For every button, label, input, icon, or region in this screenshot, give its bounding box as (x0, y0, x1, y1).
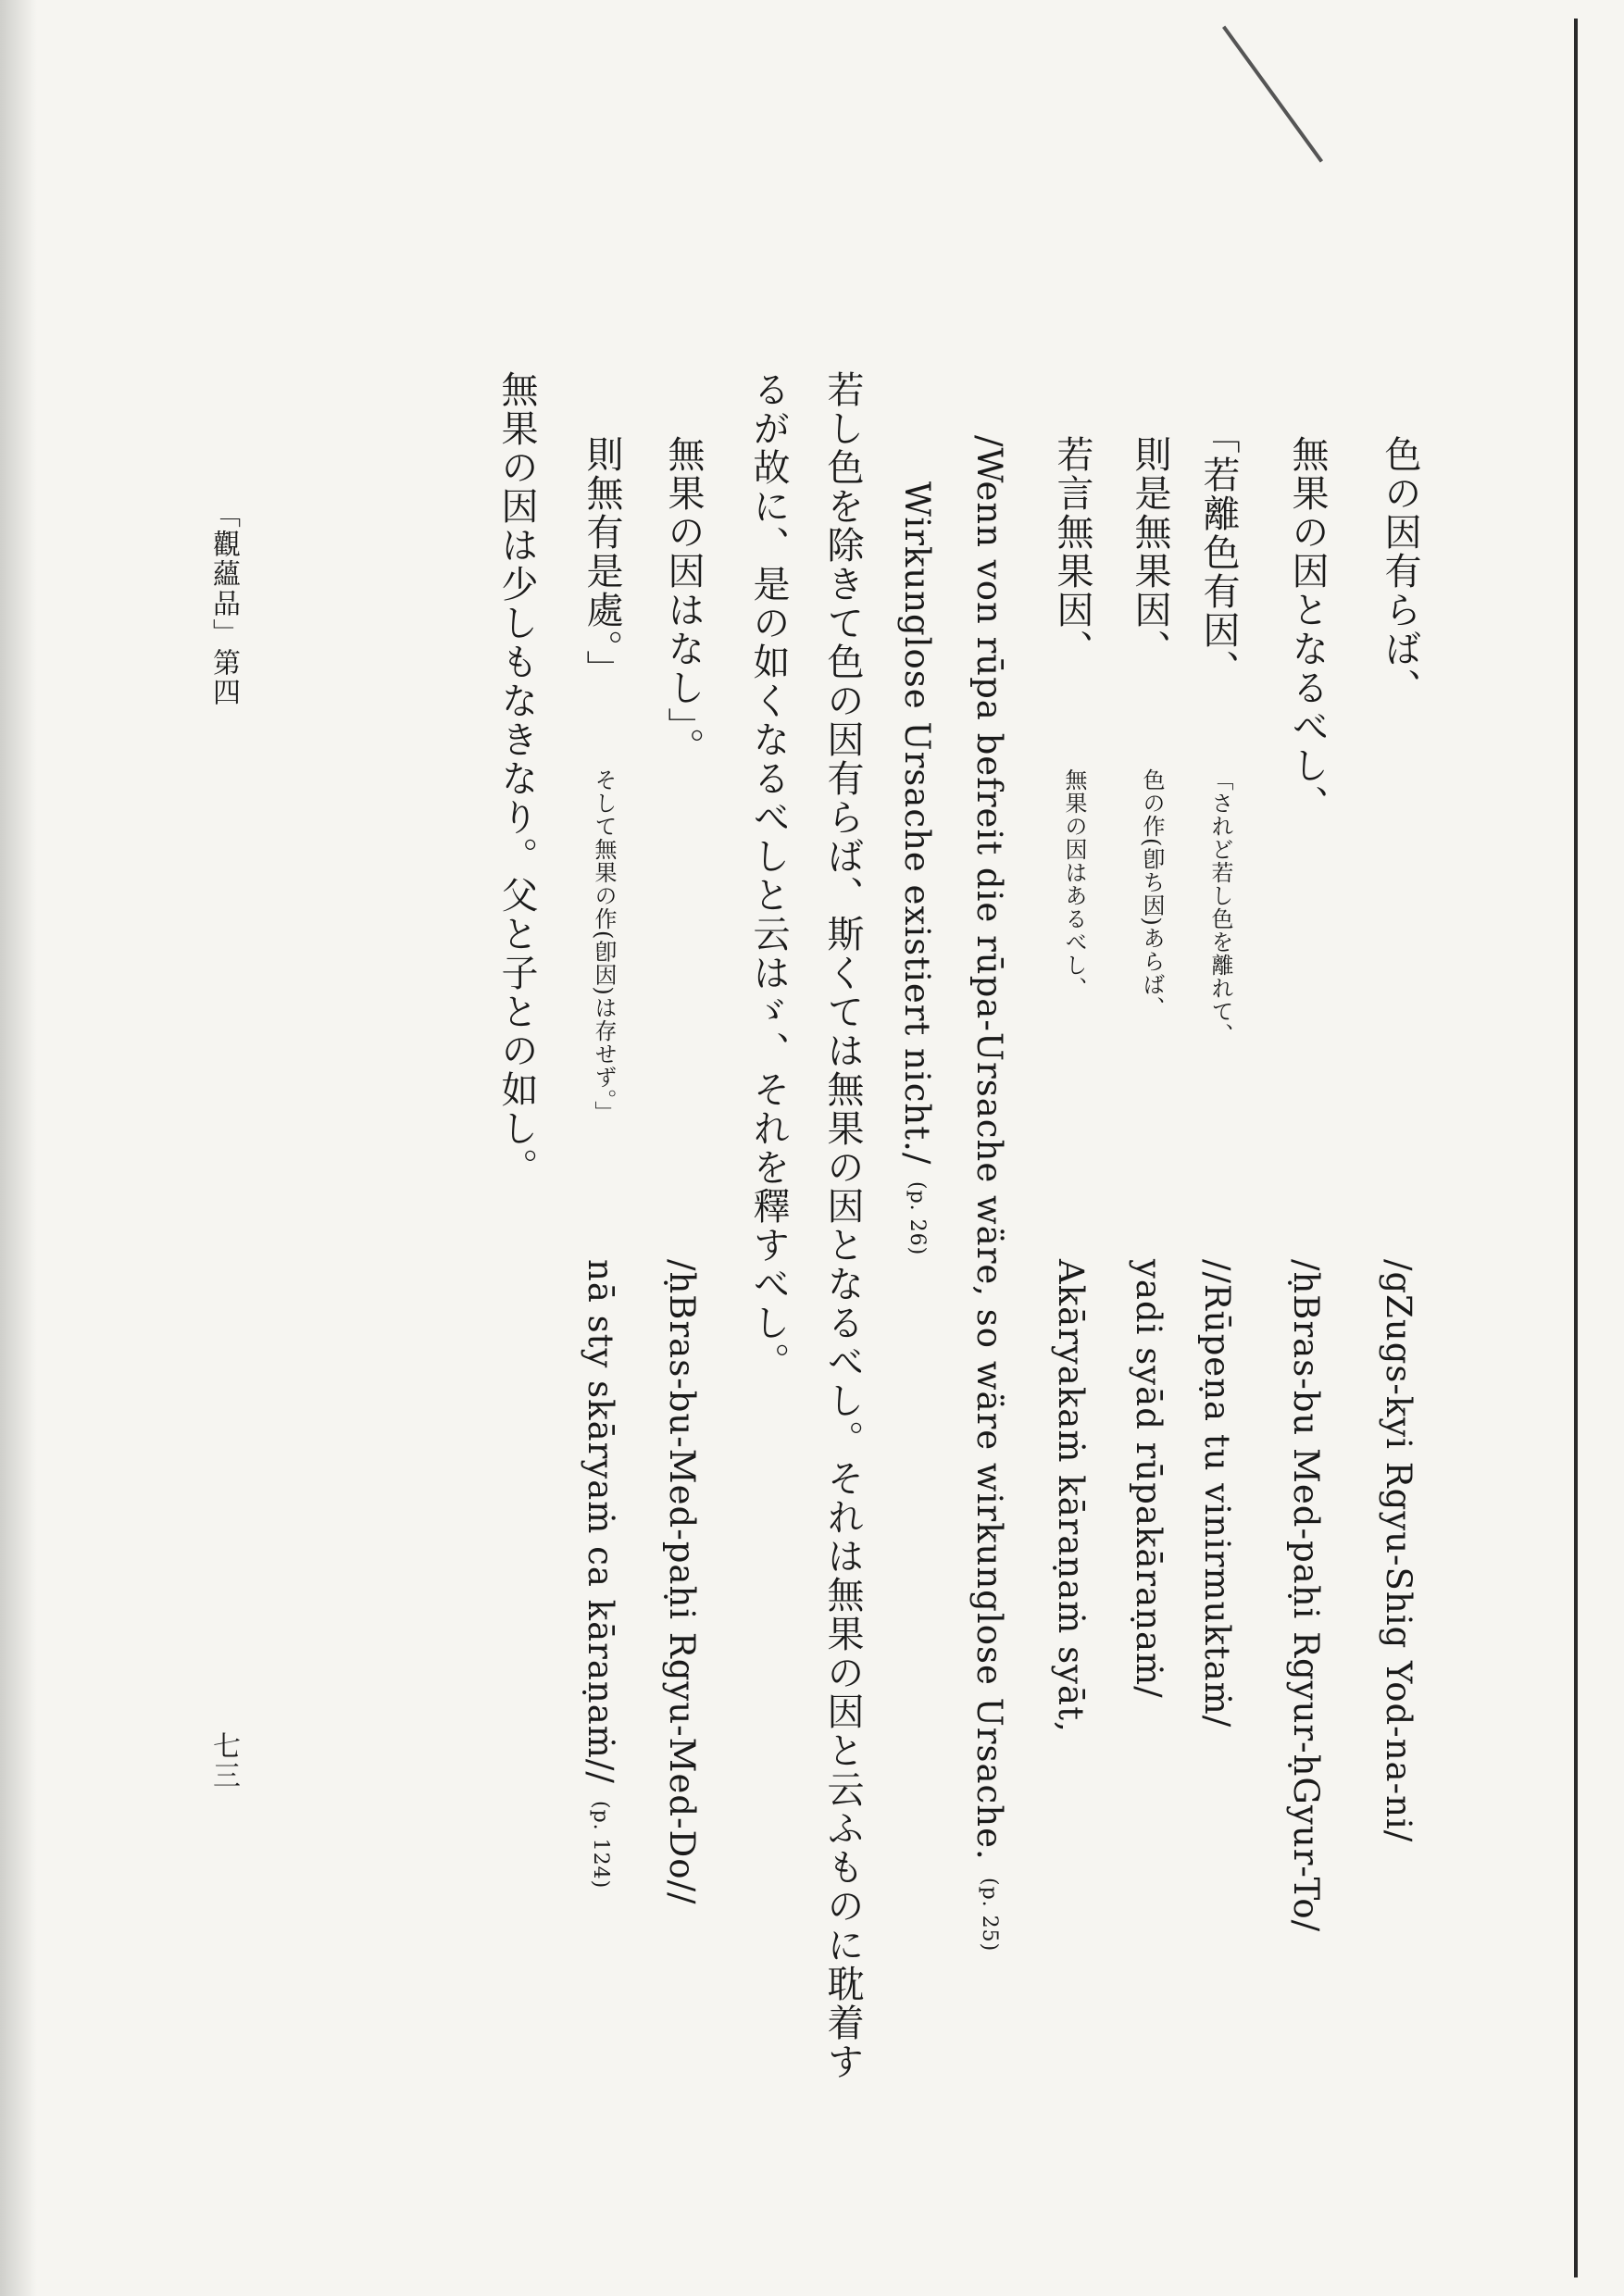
section-title: 「觀蘊品」第四 (207, 500, 240, 707)
page-reference: (p. 124) (589, 1800, 612, 1890)
commentary-line-1: 若し色を除きて色の因有らば、斯くては無果の因となるべし。それは無果の因と云ふものに耽着す (821, 370, 864, 2081)
scan-edge-shadow (0, 0, 37, 2296)
verse-line-5-chinese: 若言無果因、 (1051, 435, 1093, 668)
verse-line-6-tibetan: /ḥBras-bu-Med-paḥi Rgyu-Med-Do// (662, 1259, 702, 1905)
verse-line-3-gloss: 「されど若し色を離れて、 (1207, 768, 1233, 1046)
verse-line-1-tibetan: /gZugs-kyi Rgyu-Shig Yod-na-ni/ (1379, 1259, 1418, 1843)
verse-line-3-chinese: 「若離色有因、 (1197, 417, 1240, 689)
verse-line-1-japanese: 色の因有らば、 (1379, 435, 1421, 707)
german-translation-line-2 (897, 481, 937, 1256)
verse-line-5-gloss: 無果の因はあるべし、 (1061, 768, 1087, 1000)
verse-line-4-gloss: 色の作(卽ち因)あらば、 (1139, 768, 1165, 1019)
verse-line-5-sanskrit: Akāryakaṁ kāraṇaṁ syāt, (1051, 1259, 1091, 1733)
page-number: 七三 (207, 1731, 240, 1791)
page-reference: (p. 26) (906, 1181, 929, 1256)
verse-line-4-chinese: 則是無果因、 (1129, 435, 1171, 668)
page-reference: (p. 25) (978, 1877, 1001, 1952)
commentary-line-2: るが故に、是の如くなるべしと云はゞ、それを釋すべし。 (747, 370, 790, 1381)
verse-line-2-tibetan: /ḥBras-bu Med-paḥi Rgyur-ḥGyur-To/ (1286, 1259, 1326, 1933)
verse-line-4-sanskrit: yadi syād rūpakāraṇaṁ/ (1129, 1259, 1168, 1699)
verse-line-7-chinese: 則無有是處。」 (581, 435, 623, 689)
binding-margin-line (1574, 19, 1578, 2277)
verse-line-6-japanese: 無果の因はなし」。 (662, 435, 705, 767)
german-translation-line-1 (969, 435, 1009, 1952)
verse-line-2-japanese: 無果の因となるべし、 (1286, 435, 1329, 824)
verse-line-7-sanskrit (583, 1259, 618, 1889)
german-translation-text-1: /Wenn von rūpa befreit die rūpa-Ursache wäre, so wäre wirkunglose Ursache. (969, 435, 1009, 1861)
german-translation-text-2: Wirkunglose Ursache existiert nicht./ (897, 481, 937, 1166)
verse-line-7-gloss: そして無果の作(卽因)は存せず。」 (591, 768, 617, 1124)
verse-line-7-sanskrit-text: nā sty skāryaṁ ca kāraṇaṁ// (581, 1259, 620, 1784)
verse-line-3-sanskrit: //Rūpeṇa tu vinirmuktaṁ/ (1197, 1259, 1237, 1728)
commentary-line-3: 無果の因は少しもなきなり。父と子との如し。 (495, 370, 538, 1187)
pencil-mark (1222, 26, 1323, 163)
